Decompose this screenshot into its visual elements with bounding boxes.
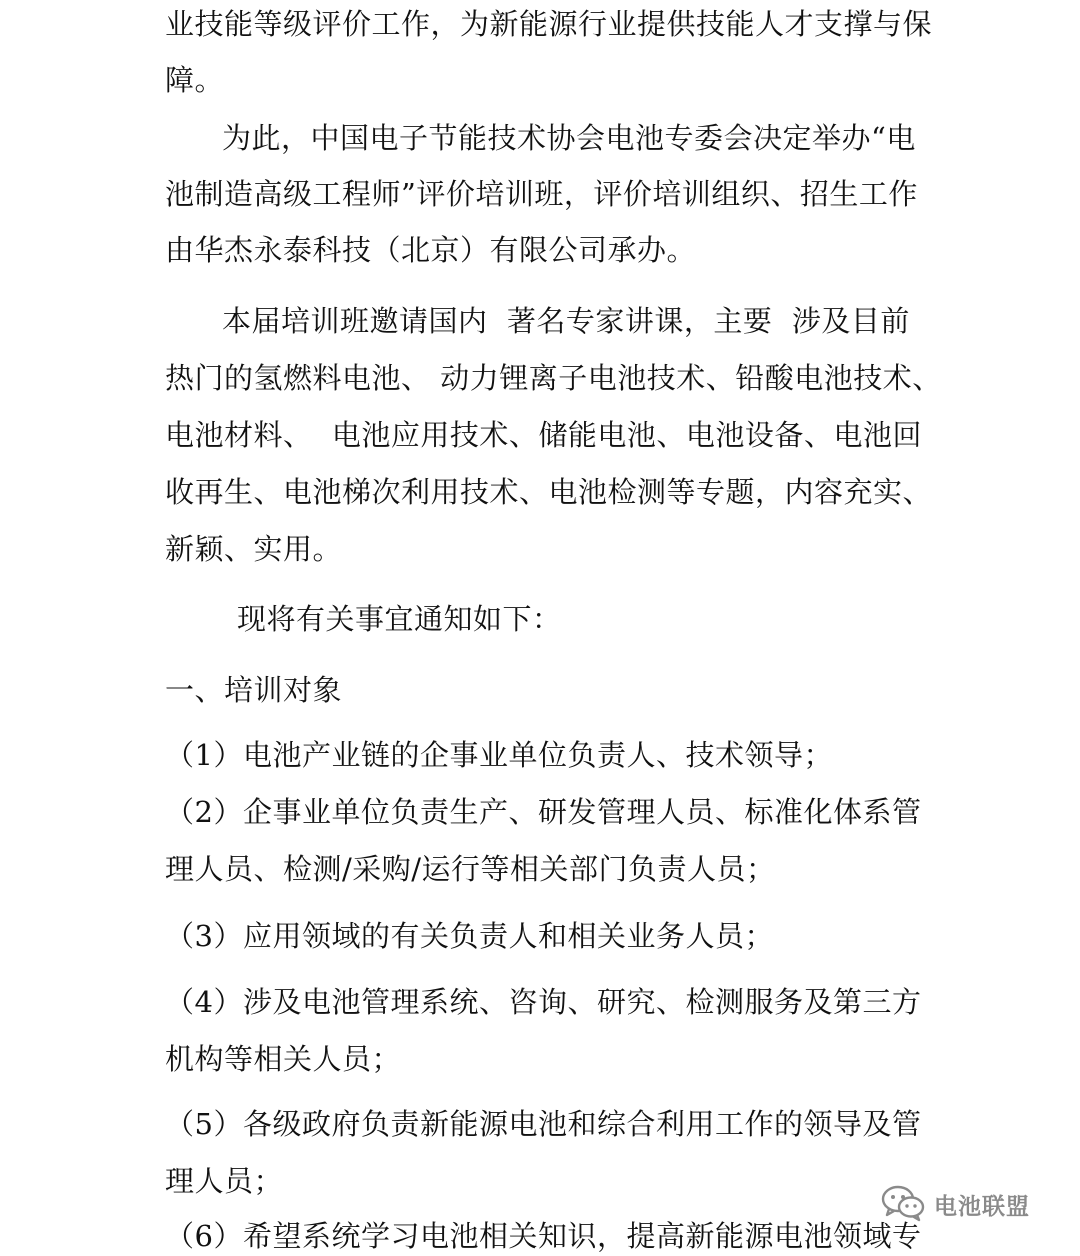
list-item-5-line-2: 理人员； [165,1164,284,1198]
topics-line-4: 收再生、电池梯次利用技术、电池检测等专题，内容充实、 [165,475,933,509]
watermark-text: 电池联盟 [934,1193,1030,1220]
topics-line-5: 新颖、实用。 [165,532,343,566]
list-item-4-line-2: 机构等相关人员； [165,1042,402,1076]
section-heading: 一、培训对象 [165,673,343,707]
watermark [880,1182,1060,1226]
topics-line-2: 热门的氢燃料电池、 动力锂离子电池技术、铅酸电池技术、 [165,361,942,395]
topics-line-1: 本届培训班邀请国内 著名专家讲课，主要 涉及目前 [222,304,910,338]
organizer-line-1: 为此，中国电子节能技术协会电池专委会决定举办“电 [222,121,916,155]
topics-line-3: 电池材料、 电池应用技术、储能电池、电池设备、电池回 [165,418,922,452]
list-item-1: （1）电池产业链的企事业单位负责人、技术领导； [165,738,833,772]
organizer-line-2: 池制造高级工程师”评价培训班，评价培训组织、招生工作 [165,177,918,211]
intro-line-2: 障。 [165,63,225,97]
list-item-4-line-1: （4）涉及电池管理系统、咨询、研究、检测服务及第三方 [165,985,922,1019]
organizer-line-3: 由华杰永泰科技（北京）有限公司承办。 [165,233,697,267]
list-item-5-line-1: （5）各级政府负责新能源电池和综合利用工作的领导及管 [165,1107,922,1141]
notice-line: 现将有关事宜通知如下： [237,602,562,636]
intro-line-1: 业技能等级评价工作，为新能源行业提供技能人才支撑与保 [165,7,933,41]
wechat-icon [880,1182,926,1226]
list-item-3: （3）应用领域的有关负责人和相关业务人员； [165,919,774,953]
list-item-2-line-1: （2）企事业单位负责生产、研发管理人员、标准化体系管 [165,795,922,829]
list-item-2-line-2: 理人员、检测/采购/运行等相关部门负责人员； [165,852,776,886]
list-item-6-line-1: （6）希望系统学习电池相关知识，提高新能源电池领域专 [165,1219,922,1253]
